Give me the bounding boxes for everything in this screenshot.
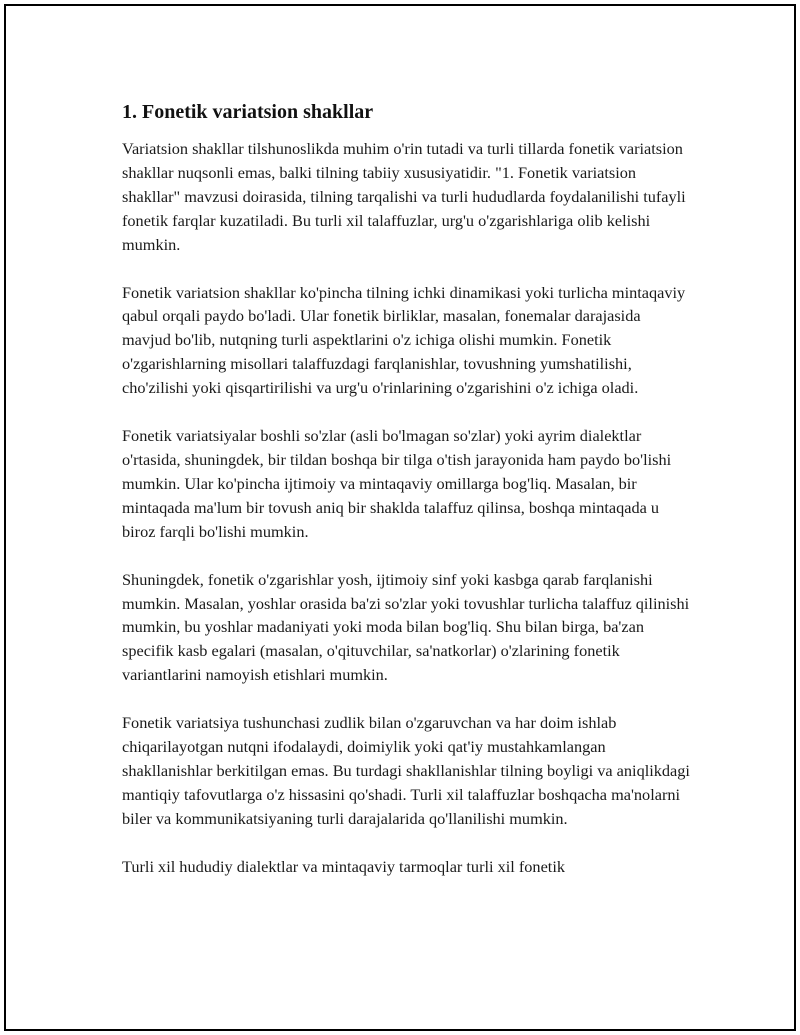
page-frame (4, 4, 796, 1031)
paragraph-1: Variatsion shakllar tilshunoslikda muhim o'rin tutadi va turli tillarda fonetik variatsion shakllar nuqsonli emas, balki tilning tabiiy xususiyatidir. "1. Fonetik variatsion shakllar" mavzusi doirasida, tilning tarqalishi va turli hududlarda foydalanilishi tufayli fonetik farqlar kuzatiladi. Bu turli xil talaffuzlar, urg'u o'zgarishlariga olib kelishi mumkin. (122, 139, 686, 254)
paragraph-3: Fonetik variatsiyalar boshli so'zlar (asli bo'lmagan so'zlar) yoki ayrim dialektlar o'rtasida, shuningdek, bir tildan boshqa bir tilga o'tish jarayonida ham paydo bo'lishi mumkin. Ular ko'pincha ijtimoiy va mintaqaviy omillarga bog'liq. Masalan, bir mintaqada ma'lum bir tovush aniq bir shaklda talaffuz qilinsa, boshqa mintaqada u biroz farqli bo'lishi mumkin. (122, 426, 672, 541)
document-body (122, 99, 692, 903)
paragraph-4: Shuningdek, fonetik o'zgarishlar yosh, ijtimoiy sinf yoki kasbga qarab farqlanishi mumkin. Masalan, yoshlar orasida ba'zi so'zlar yoki tovushlar turlicha talaffuz qilinishi mumkin, bu yoshlar madaniyati yoki moda bilan bog'liq. Shu bilan birga, ba'zan specifik kasb egalari (masalan, o'qituvchilar, sa'natkorlar) o'zlarining fonetik variantlarini namoyish etishlari mumkin. (122, 569, 690, 685)
paragraph-5: Fonetik variatsiya tushunchasi zudlik bilan o'zgaruvchan va har doim ishlab chiqarilayotgan nutqni ifodalaydi, doimiylik yoki qat'iy mustahkamlangan shakllanishlar berkitilgan emas. Bu turdagi shakllanishlar tilning boyligi va aniqlikdagi mantiqiy tafovutlarga o'z hissasini qo'shadi. Turli xil talaffuzlar boshqacha ma'nolarni biler va kommunikatsiyaning turli darajalarida qo'llanilishi mumkin. (122, 713, 690, 828)
paragraph-6: Turli xil hududiy dialektlar va mintaqaviy tarmoqlar turli xil fonetik (122, 856, 565, 876)
paragraph-2: Fonetik variatsion shakllar ko'pincha tilning ichki dinamikasi yoki turlicha mintaqaviy qabul orqali paydo bo'ladi. Ular fonetik birliklar, masalan, fonemalar darajasida mavjud bo'lib, nutqning turli aspektlarini o'z ichiga olishi mumkin. Fonetik o'zgarishlarning misollari talaffuzdagi farqlanishlar, tovushning yumshatilishi, cho'zilishi yoki qisqartirilishi va urg'u o'rinlarining o'zgarishini o'z ichiga oladi. (122, 282, 686, 398)
section-heading: 1. Fonetik variatsion shakllar (122, 101, 374, 123)
